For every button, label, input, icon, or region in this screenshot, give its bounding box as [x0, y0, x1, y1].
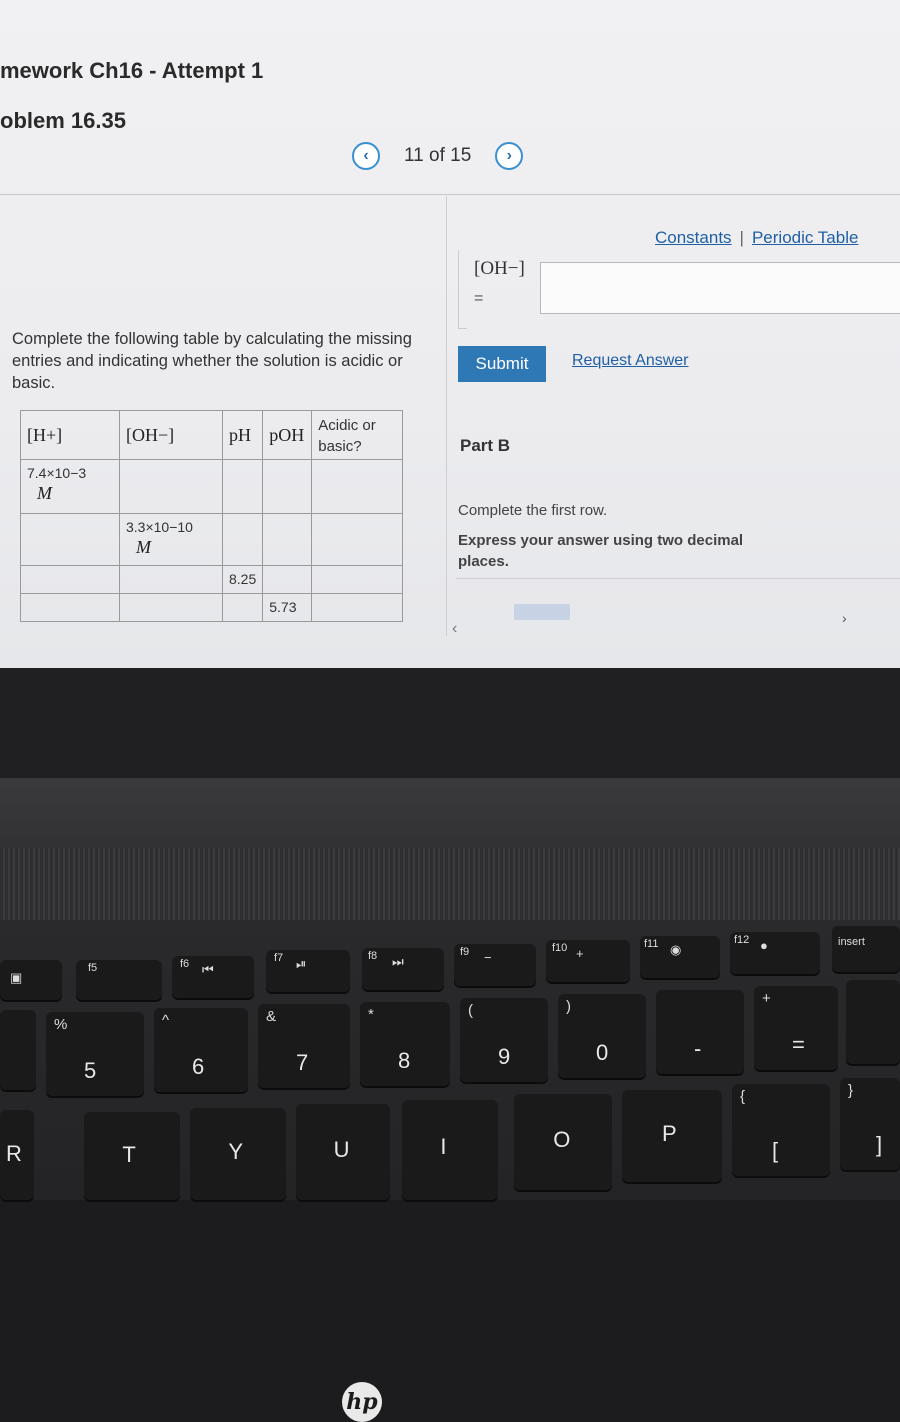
key-5[interactable]: % 5 — [46, 1012, 144, 1096]
cell-poh — [263, 566, 312, 594]
resource-links — [655, 228, 858, 248]
cell-acidic-basic — [312, 514, 403, 566]
chevron-right-icon[interactable]: › — [842, 610, 847, 626]
key-0[interactable]: ) 0 — [558, 994, 646, 1078]
chevron-left-icon[interactable]: ‹ — [452, 620, 458, 637]
key-f4[interactable]: ▣ — [0, 960, 62, 1000]
key-f9[interactable]: f9 − — [454, 944, 536, 986]
key-7[interactable]: & 7 — [258, 1004, 350, 1088]
problem-pager — [352, 142, 523, 170]
cell-h-plus — [21, 566, 120, 594]
key-f5[interactable]: f5 — [76, 960, 162, 1000]
part-b-title: Part B — [460, 436, 511, 455]
chevron-left-icon[interactable]: ‹ — [352, 142, 380, 170]
oh-answer-input[interactable] — [540, 262, 900, 314]
panel-divider — [446, 196, 447, 636]
cell-oh-minus — [120, 460, 223, 514]
table-row — [21, 594, 403, 622]
rewind-icon: ⏮ — [202, 962, 214, 977]
key-f12[interactable]: f12 ● — [730, 932, 820, 974]
ph-table — [20, 410, 403, 622]
cell-ph: 8.25 — [223, 566, 263, 594]
constants-link[interactable]: Constants — [655, 228, 732, 247]
answer-toolbar-divider — [456, 578, 900, 579]
key-f11[interactable]: f11 ◉ — [640, 936, 720, 978]
cell-poh — [263, 460, 312, 514]
problem-instructions: Complete the following table by calculating the missing entries and indicating whether the solution is acidic or basic. — [12, 330, 412, 392]
header-poh: pOH — [263, 411, 312, 460]
key-f7[interactable]: f7 ⏯ — [266, 950, 350, 992]
cell-oh-minus — [120, 594, 223, 622]
cell-h-plus — [21, 514, 120, 566]
key-8[interactable]: * 8 — [360, 1002, 450, 1086]
key-u[interactable]: U — [296, 1104, 390, 1200]
key-backspace[interactable] — [846, 980, 900, 1064]
mute-icon: ◉ — [670, 942, 682, 957]
template-tool-button[interactable] — [514, 604, 570, 620]
periodic-table-link[interactable]: Periodic Table — [751, 228, 859, 247]
part-b-instruction: Complete the first row. — [458, 502, 608, 519]
key-p[interactable]: P — [622, 1090, 722, 1182]
key-f8[interactable]: f8 ⏭ — [362, 948, 444, 990]
cell-ph — [223, 460, 263, 514]
problem-counter: 11 of 15 — [404, 145, 472, 166]
cell-poh — [263, 514, 312, 566]
header-ph: pH — [223, 411, 263, 460]
table-row — [21, 514, 403, 566]
volume-up-icon: + — [576, 946, 584, 961]
key-bracket-open[interactable]: { [ — [732, 1084, 830, 1176]
header-oh-minus: [OH−] — [120, 411, 223, 460]
submit-button[interactable]: Submit — [458, 346, 546, 382]
cell-h-plus — [21, 594, 120, 622]
play-pause-icon: ⏯ — [296, 956, 307, 971]
key-insert[interactable]: insert — [832, 926, 900, 972]
answer-bracket — [458, 250, 467, 329]
answer-label: [OH−] — [474, 258, 525, 279]
equals-sign: = — [474, 290, 484, 307]
cell-ph — [223, 514, 263, 566]
browser-screen — [0, 0, 900, 668]
table-row — [21, 566, 403, 594]
volume-down-icon: − — [484, 950, 492, 965]
cell-acidic-basic — [312, 460, 403, 514]
key-9[interactable]: ( 9 — [460, 998, 548, 1082]
wireless-icon: ● — [760, 938, 768, 953]
header-acidic-basic: Acidic or basic? — [312, 411, 403, 460]
key-y[interactable]: Y — [190, 1108, 286, 1200]
header-h-plus: [H+] — [21, 411, 120, 460]
key-equals[interactable]: + = — [754, 986, 838, 1070]
fast-forward-icon: ⏭ — [392, 954, 404, 969]
header-divider — [0, 194, 900, 195]
cell-acidic-basic — [312, 566, 403, 594]
chevron-right-icon[interactable]: › — [495, 142, 523, 170]
key-4[interactable] — [0, 1010, 36, 1090]
assignment-title: mework Ch16 - Attempt 1 — [0, 58, 264, 83]
key-i[interactable]: I — [402, 1100, 498, 1200]
cell-ph — [223, 594, 263, 622]
cell-poh: 5.73 — [263, 594, 312, 622]
speaker-grille — [0, 848, 900, 920]
hp-logo: hp — [342, 1382, 382, 1422]
key-minus[interactable]: - — [656, 990, 744, 1074]
cell-oh-minus: 3.3×10−10 M — [120, 514, 223, 566]
key-t[interactable]: T — [84, 1112, 180, 1200]
cell-acidic-basic — [312, 594, 403, 622]
link-separator: | — [739, 228, 744, 247]
key-r[interactable]: R — [0, 1110, 34, 1200]
request-answer-link[interactable]: Request Answer — [572, 352, 689, 369]
key-bracket-close[interactable]: } ] — [840, 1078, 900, 1170]
cell-oh-minus — [120, 566, 223, 594]
key-o[interactable]: O — [514, 1094, 612, 1190]
cell-h-plus: 7.4×10−3 M — [21, 460, 120, 514]
part-b-express: Express your answer using two decimal places. — [458, 532, 744, 570]
key-f10[interactable]: f10 + — [546, 940, 630, 982]
key-f6[interactable]: f6 ⏮ — [172, 956, 254, 998]
table-header-row — [21, 411, 403, 460]
table-row — [21, 460, 403, 514]
key-6[interactable]: ^ 6 — [154, 1008, 248, 1092]
problem-title: oblem 16.35 — [0, 108, 126, 133]
